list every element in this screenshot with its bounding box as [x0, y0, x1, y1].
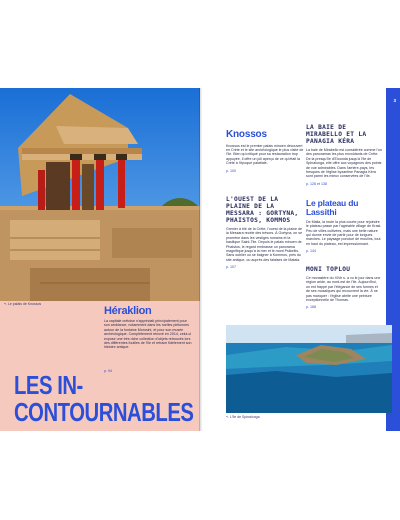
lassithi-section: [306, 199, 382, 253]
toplou-title: MONI TOPLOU: [306, 266, 351, 273]
mirabello-section: [306, 124, 382, 186]
knossos-page-ref: p. 100: [226, 168, 236, 173]
messara-title: L'OUEST DE LA PLAINE DE LA MESSARA : GORTYNA, PHAISTOS, KOMMOS: [226, 196, 299, 224]
mirabello-text: La baie de Mirabello est considérée comme l'un des panoramas les plus envoûtants de Crète. De la presqu'île d'Elounda jusqu'à l'île de Spinalonga, elle offre aux voyageurs des points de vue admirables. Dans l'arrière-pays, les fresques de l'église byzantine Panagia Kéra sont parmi les mieux conservées de l'île.: [306, 148, 382, 179]
photo-caption: ↖ Le palais de Knossos: [4, 302, 42, 306]
toplou-section: [306, 266, 382, 309]
sea-photo-caption: ↖ L'île de Spinalonga: [226, 415, 260, 419]
lassithi-title: Le plateau du Lassithi: [306, 198, 359, 217]
mirabello-page-ref: p. 126 et 138: [306, 181, 327, 186]
knossos-text: Knossos est le premier palais minoen découvert en Crète et le site archéologique le plus visité de l'île. Bien qu'critiqué pour sa restauration trop appuyée, il offre un joli aperçu de ce qu'était la Crète à l'époque palatiale.: [226, 143, 304, 166]
heraklion-page-ref: p. 94: [104, 369, 112, 373]
lassithi-text: De Malia, la route la plus courte pour rejoindre le plateau passe par l'agréable village de Krasi. Peu de villes cultivées, mais une belle nature qui donne envie de partir pour de longues marches. Le paysage ponctué de moulins, tout en haut du plateau, est impressionnant.: [306, 219, 382, 246]
knossos-section: [226, 130, 304, 173]
messara-text: Grenier à blé de la Crète, l'ouest de la plaine de la Messara recèle des trésors. À Gortyna, on se promène dans les vestiges romains et la basilique Saint-Tite. Depuis le palais minoen de Phaistos, le regard embrasse un panorama magnifique jusqu'à la mer et le mont Psiloritis. Sans oublier où se baigner à Kommos, près du site antique, ou auprès des falaises de Matala.: [226, 227, 303, 262]
spinalonga-photo: [226, 325, 392, 413]
toplou-text: Ce monastère du XIVe s. a vu le jour dans une région aride, au nord-est de l'île. Aujourd'hui, on est frappé par l'élégance de ses formes et de ses mosaïques qui recouvrent la vie. À ne pas manquer : l'église abrite une peinture exceptionnelle de Thomas.: [306, 276, 381, 303]
knossos-title: Knossos: [226, 129, 267, 140]
heraklion-title: Héraklion: [104, 305, 152, 317]
messara-page-ref: p. 107: [226, 265, 236, 270]
left-page: [0, 88, 200, 431]
toplou-page-ref: p. 168: [306, 305, 316, 310]
messara-section: [226, 196, 304, 269]
heraklion-text: La capitale crétoise n'appréciait principalement pour son ambiance, notamment dans les ruelles piétonnes autour de la fontaine Morosini, et pour son musée archéologique. Complètement rénové en 2014, celui-ci expose une très riche collection d'objets retrouvés lors des différentes fouilles de l'île et retrace fidèlement son histoire antique.: [104, 319, 192, 350]
page-number: 3: [393, 98, 396, 103]
knossos-palace-photo: [0, 88, 200, 301]
headline-line-2: CONTOURNABLES: [14, 397, 194, 427]
lassithi-page-ref: p. 144: [306, 249, 316, 254]
headline-line-1: LES IN-: [14, 370, 83, 400]
mirabello-title: LA BAIE DE MIRABELLO ET LA PANAGIA KÉRA: [306, 124, 367, 145]
